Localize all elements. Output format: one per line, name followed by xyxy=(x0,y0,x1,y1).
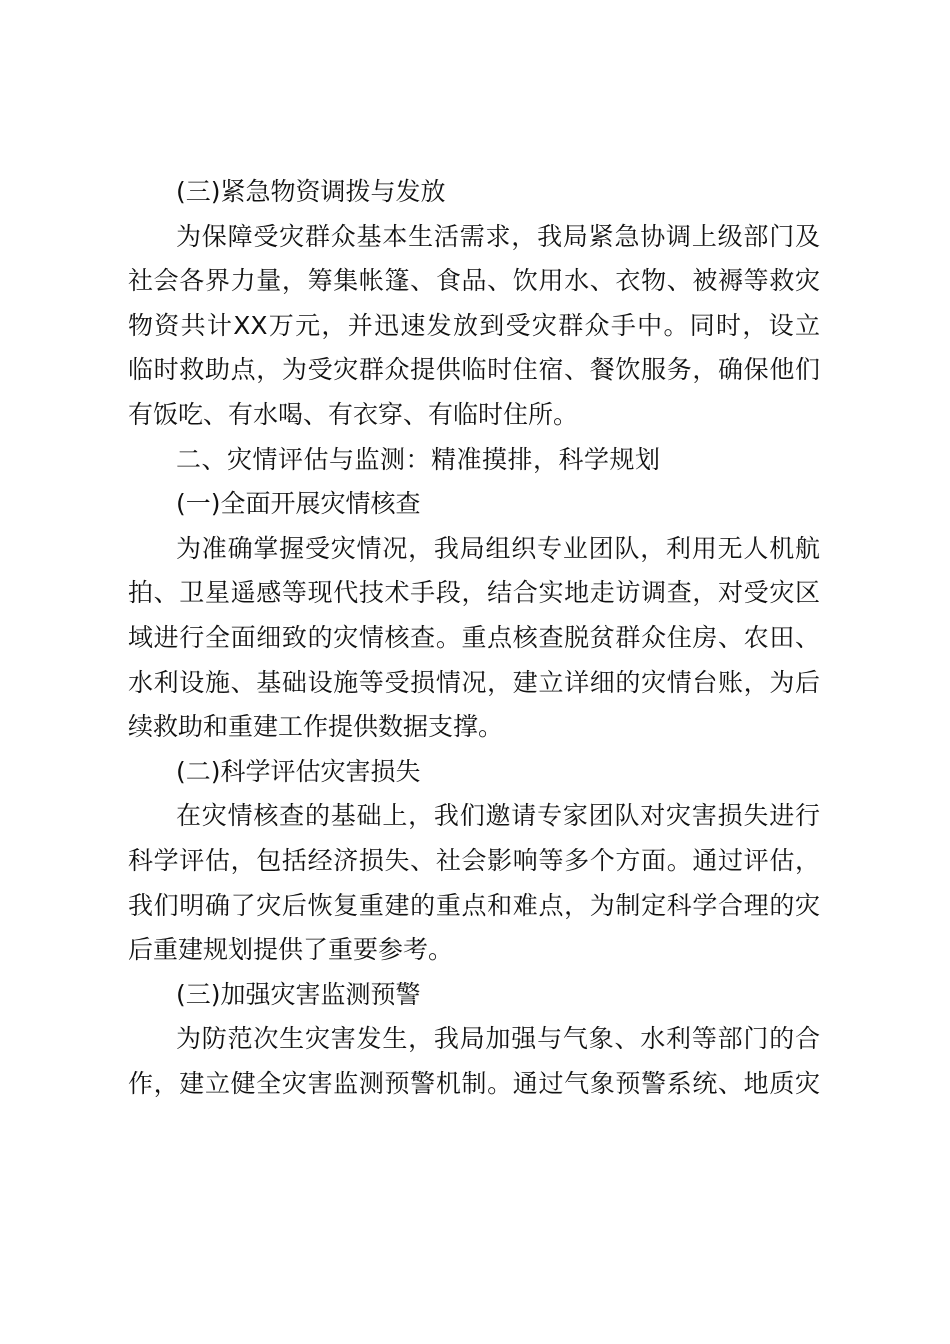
paragraph-line: 作，建立健全灾害监测预警机制。通过气象预警系统、地质灾 xyxy=(128,1068,820,1098)
paragraph-line: 科学评估，包括经济损失、社会影响等多个方面。通过评估， xyxy=(128,845,820,875)
paragraph-line: 续救助和重建工作提供数据支撑。 xyxy=(128,712,504,742)
section-heading-loss-evaluation: (二)科学评估灾害损失 xyxy=(176,756,421,786)
paragraph-line: 为准确掌握受灾情况，我局组织专业团队，利用无人机航 xyxy=(176,533,820,563)
paragraph-line: 域进行全面细致的灾情核查。重点核查脱贫群众住房、农田、 xyxy=(128,622,820,652)
paragraph-line: 水利设施、基础设施等受损情况，建立详细的灾情台账，为后 xyxy=(128,667,820,697)
section-heading-disaster-survey: (一)全面开展灾情核查 xyxy=(176,489,421,519)
document-page xyxy=(128,170,820,1106)
paragraph-line: 社会各界力量，筹集帐篷、食品、饮用水、衣物、被褥等救灾 xyxy=(128,266,820,296)
paragraph-line: 为防范次生灾害发生，我局加强与气象、水利等部门的合 xyxy=(176,1024,820,1054)
paragraph-line: 我们明确了灾后恢复重建的重点和难点，为制定科学合理的灾 xyxy=(128,890,820,920)
section-heading-emergency-supplies: (三)紧急物资调拨与发放 xyxy=(176,177,446,206)
paragraph-line: 后重建规划提供了重要参考。 xyxy=(128,935,454,965)
paragraph-line: 为保障受灾群众基本生活需求，我局紧急协调上级部门及 xyxy=(176,221,820,251)
paragraph-line: 有饭吃、有水喝、有衣穿、有临时住所。 xyxy=(128,399,579,429)
paragraph-line: 拍、卫星遥感等现代技术手段，结合实地走访调查，对受灾区 xyxy=(128,578,820,608)
paragraph-line: 物资共计XX万元，并迅速发放到受灾群众手中。同时，设立 xyxy=(128,310,820,340)
chapter-heading-disaster-assessment: 二、灾情评估与监测：精准摸排，科学规划 xyxy=(176,444,661,474)
section-heading-monitoring-warning: (三)加强灾害监测预警 xyxy=(176,979,421,1009)
paragraph-line: 临时救助点，为受灾群众提供临时住宿、餐饮服务，确保他们 xyxy=(128,355,820,385)
paragraph-line: 在灾情核查的基础上，我们邀请专家团队对灾害损失进行 xyxy=(176,801,820,831)
